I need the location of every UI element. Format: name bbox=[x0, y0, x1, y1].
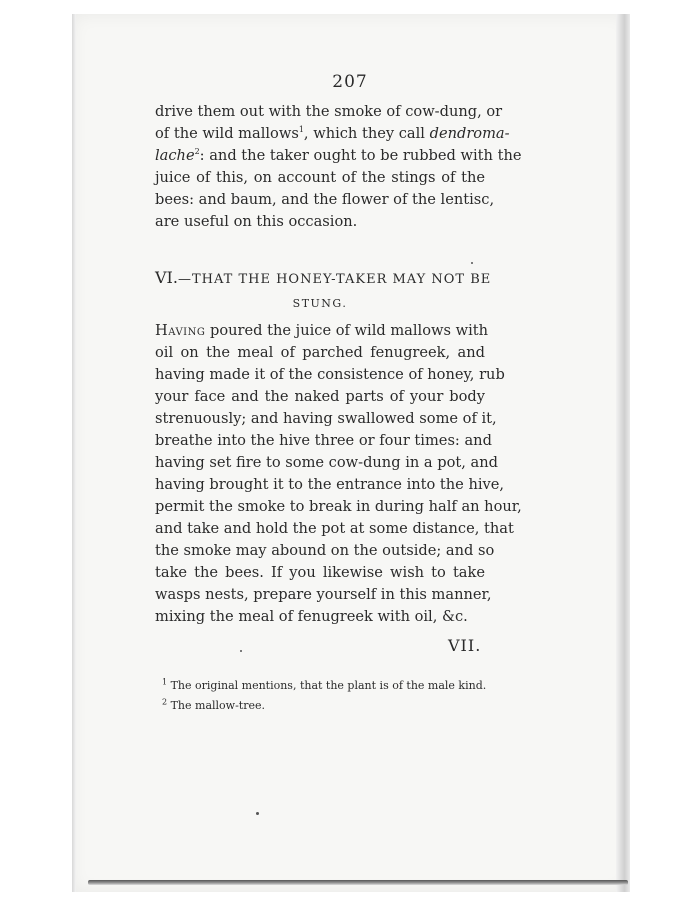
text-line: breathe into the hive three or four times: and bbox=[155, 432, 492, 449]
text-line: lache$^2$: and the taker ought to be rubbed with the bbox=[155, 147, 522, 164]
section-number: VI. bbox=[155, 268, 178, 287]
heading-line-1 bbox=[155, 266, 492, 292]
footnote-mark: 2 bbox=[194, 147, 200, 157]
heading-text: —THAT THE HONEY-TAKER MAY NOT BE bbox=[177, 272, 492, 287]
section-heading bbox=[155, 266, 492, 316]
footnote-1 bbox=[162, 676, 492, 696]
text-line: juice of this, on account of the stings of the bbox=[155, 169, 485, 186]
text-line: the smoke may abound on the outside; and so bbox=[155, 542, 495, 559]
ink-speck bbox=[256, 812, 259, 815]
catchword: VII. bbox=[448, 636, 482, 655]
footnote-text: The mallow-tree. bbox=[170, 699, 265, 712]
text-line: having brought it to the entrance into the hive, bbox=[155, 476, 505, 493]
heading-line-2: STUNG. bbox=[292, 297, 348, 310]
footnote-mark: 1 bbox=[298, 125, 304, 135]
paragraph-continued bbox=[155, 101, 522, 233]
first-word: Having bbox=[155, 322, 206, 339]
page-right-edge bbox=[616, 14, 630, 892]
text-line: mixing the meal of fenugreek with oil, &c. bbox=[155, 608, 468, 625]
text-line: having set fire to some cow-dung in a pot, and bbox=[155, 454, 498, 471]
text-line: are useful on this occasion. bbox=[155, 213, 358, 230]
ink-speck bbox=[471, 262, 473, 264]
paragraph-main bbox=[155, 320, 522, 628]
page-left-edge bbox=[72, 14, 76, 892]
text-line: Having poured the juice of wild mallows with bbox=[155, 322, 489, 339]
footnote-2 bbox=[162, 696, 492, 716]
text-line: your face and the naked parts of your body bbox=[155, 388, 485, 405]
text-line: oil on the meal of parched fenugreek, and bbox=[155, 344, 485, 361]
text-line: drive them out with the smoke of cow-dung, or bbox=[155, 103, 503, 120]
page-number: 207 bbox=[332, 72, 368, 92]
text-line: strenuously; and having swallowed some of it, bbox=[155, 410, 497, 427]
text-line: and take and hold the pot at some distance, that bbox=[155, 520, 514, 537]
footnote-mark: 2 bbox=[162, 697, 168, 707]
text-line: wasps nests, prepare yourself in this manner, bbox=[155, 586, 492, 603]
footnote-mark: 1 bbox=[162, 677, 168, 687]
text-line: having made it of the consistence of honey, rub bbox=[155, 366, 505, 383]
text-line: permit the smoke to break in during half an hour, bbox=[155, 498, 522, 515]
text-line: bees: and baum, and the flower of the lentisc, bbox=[155, 191, 495, 208]
text-line: take the bees. If you likewise wish to take bbox=[155, 564, 485, 581]
footnote-text: The original mentions, that the plant is of the male kind. bbox=[170, 679, 487, 692]
text-line: of the wild mallows$^1$, which they call dendroma- bbox=[155, 125, 510, 142]
ink-speck bbox=[240, 650, 242, 652]
footnotes bbox=[162, 676, 492, 716]
page-bottom-edge bbox=[88, 880, 628, 885]
